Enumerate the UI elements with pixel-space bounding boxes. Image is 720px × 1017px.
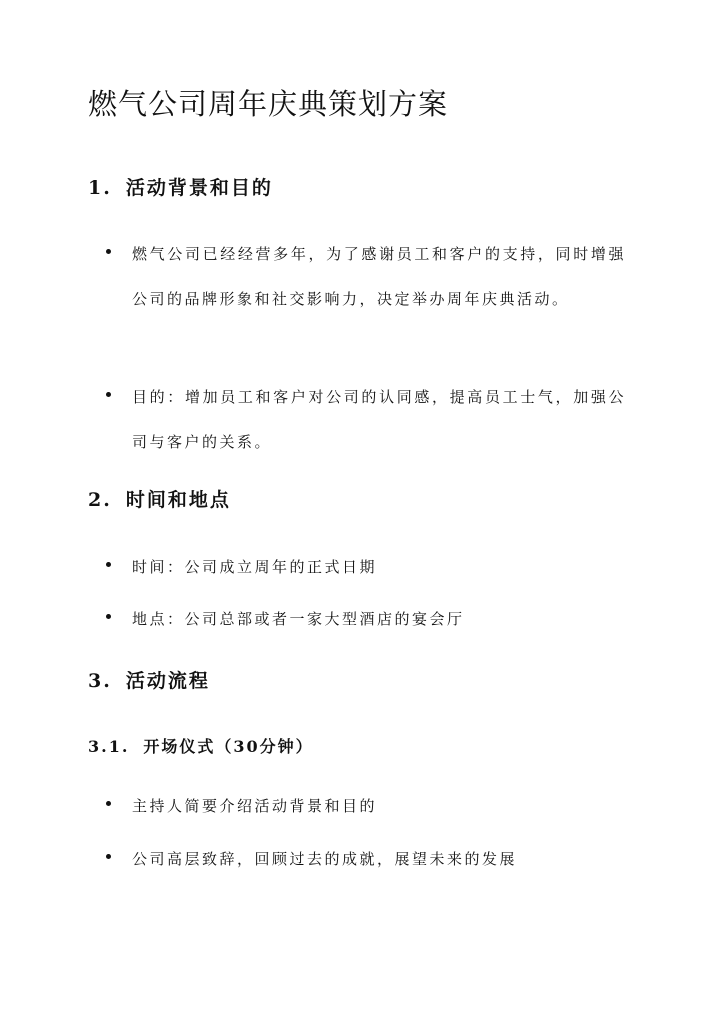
- list-item-text: 时间：公司成立周年的正式日期: [132, 558, 378, 576]
- section-title: 活动流程: [125, 670, 210, 692]
- bullet-dot: [106, 801, 111, 806]
- section-heading-process: [88, 666, 210, 696]
- bullet-dot: [106, 392, 111, 397]
- list-item: [106, 837, 626, 882]
- section-heading-background: [88, 173, 273, 203]
- section-number: 1.: [88, 177, 112, 199]
- bullet-dot: [106, 854, 111, 859]
- list-item-text: 主持人简要介绍活动背景和目的: [132, 797, 378, 815]
- list-item: [106, 597, 626, 642]
- bullet-dot: [106, 614, 111, 619]
- document-title: 燃气公司周年庆典策划方案: [88, 87, 449, 121]
- section-title: 时间和地点: [125, 489, 231, 511]
- list-item: [106, 232, 626, 322]
- list-item: [106, 375, 626, 465]
- subsection-number: 3.1.: [88, 737, 130, 756]
- list-item-text: 目的：增加员工和客户对公司的认同感，提高员工士气，加强公司与客户的关系。: [132, 388, 626, 451]
- list-item-text: 地点：公司总部或者一家大型酒店的宴会厅: [132, 610, 465, 628]
- section-heading-time-location: [88, 485, 231, 515]
- subsection-heading-opening: [88, 734, 314, 760]
- list-item: [106, 545, 626, 590]
- list-item-text: 公司高层致辞，回顾过去的成就，展望未来的发展: [132, 850, 518, 868]
- list-item: [106, 784, 626, 829]
- subsection-title: 开场仪式（30分钟）: [143, 737, 314, 756]
- section-number: 2.: [88, 489, 112, 511]
- section-title: 活动背景和目的: [125, 177, 273, 199]
- list-item-text: 燃气公司已经经营多年，为了感谢员工和客户的支持，同时增强公司的品牌形象和社交影响力，决定举办周年庆典活动。: [132, 245, 626, 308]
- section-number: 3.: [88, 670, 112, 692]
- bullet-dot: [106, 562, 111, 567]
- bullet-dot: [106, 249, 111, 254]
